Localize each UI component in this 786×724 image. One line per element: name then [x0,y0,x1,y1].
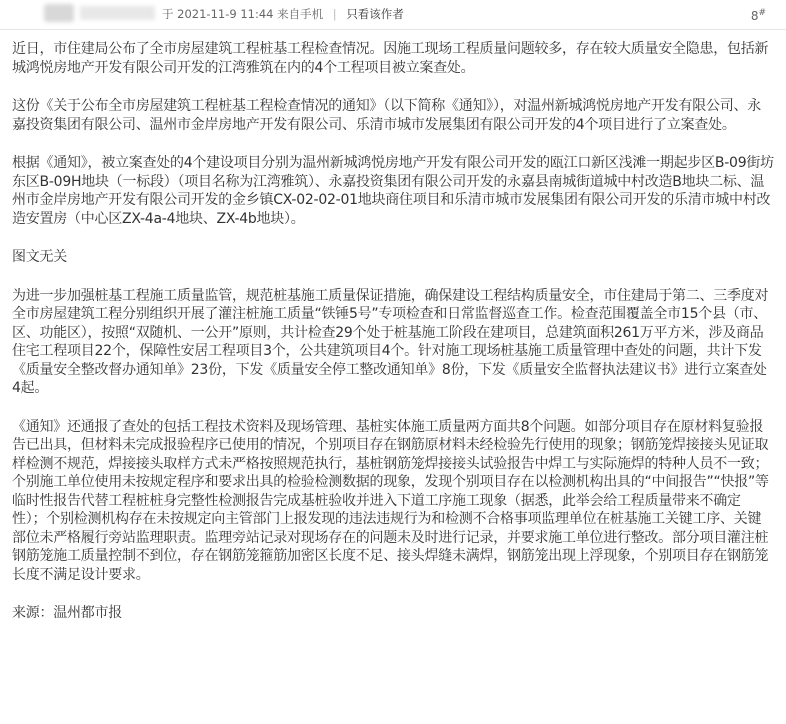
post-datetime: 2021-11-9 11:44 [177,7,274,21]
floor-value: 8 [750,9,759,23]
post-source: 来自手机 [277,7,324,21]
post-meta [162,6,404,22]
blurred-username [80,6,155,20]
paragraph-image-note: 图文无关 [12,249,67,265]
paragraph-source: 来源：温州都市报 [12,605,122,621]
header-divider [0,29,786,30]
only-author-link[interactable]: 只看该作者 [346,7,404,21]
paragraph-problems: 《通知》还通报了查处的包括工程技术资料及现场管理、基桩实体施工质量两方面共8个问题。如部分项目存在原材料复验报告已出具，但材料未完成报验程序已使用的情况，个别项目存在钢筋原材料未经检验先行使用的现象；钢筋笼焊接接头见证取样检测不规范，焊接接头取样方式未严格按照规范执行，基桩钢筋笼焊接接头试验报告中焊工与实际施焊的特种人员不一致；个别施工单位使用未按规定程序和要求出具的检验检测数据的现象，发现个别项目存在以检测机构出具的“中间报告”“快报”等临时性报告代替工程桩桩身完整性检测报告完成基桩验收并进入下道工序施工现象（据悉，此举会给工程质量带来不确定性）；个别检测机构存在未按规定向主管部门上报发现的违法违规行为和检测不合格事项监理单位在桩基施工关键工序、关键部位未严格履行旁站监理职责。监理旁站记录对现场存在的问题未及时进行记录，并要求施工单位进行整改。部分项目灌注桩钢筋笼施工质量控制不到位，存在钢筋笼箍筋加密区长度不足、接头焊缝未满焊，钢筋笼出现上浮现象，个别项目存在钢筋笼长度不满足设计要求。 [12,418,769,583]
blurred-avatar [44,4,74,22]
floor-number[interactable] [751,8,766,23]
post-meta-bar [0,0,786,28]
meta-prefix: 于 [162,7,174,21]
paragraph-notice: 这份《关于公布全市房屋建筑工程桩基工程检查情况的通知》（以下简称《通知》），对温州新城鸿悦房地产开发有限公司、永嘉投资集团有限公司、温州市金岸房地产开发有限公司、乐清市城市发展集团有限公司开发的4个项目进行了立案查处。 [12,98,761,133]
paragraph-projects: 根据《通知》，被立案查处的4个建设项目分别为温州新城鸿悦房地产开发有限公司开发的瓯江口新区浅滩一期起步区B-09街坊东区B-09H地块（一标段）（项目名称为江湾雅筑）、永嘉投资集团有限公司开发的永嘉县南城街道城中村改造B地块二标、温州市金岸房地产开发有限公司开发的金乡镇CX-02-02-01地块商住项目和乐清市城市发展集团有限公司开发的乐清市城中村改造安置房（中心区ZX-4a-4地块、ZX-4b地块）。 [12,155,774,227]
paragraph-intro: 近日，市住建局公布了全市房屋建筑工程桩基工程检查情况。因施工现场工程质量问题较多，存在较大质量安全隐患，包括新城鸿悦房地产开发有限公司开发的江湾雅筑在内的4个工程项目被立案查处。 [12,41,769,76]
meta-separator: | [332,7,337,21]
post-body [12,40,774,643]
paragraph-inspection: 为进一步加强桩基工程施工质量监管，规范桩基施工质量保证措施，确保建设工程结构质量安全，市住建局于第二、三季度对全市房屋建筑工程分别组织开展了灌注桩施工质量“铁锤5号”专项检查和日常监督巡查工作。检查范围覆盖全市15个县（市、区、功能区），按照“双随机、一公开”原则，共计检查29个处于桩基施工阶段在建项目，总建筑面积261万平方米，涉及商品住宅工程项目22个，保障性安居工程项目3个，公共建筑项目4个。针对施工现场桩基施工质量管理中查处的问题，共计下发《质量安全整改督办通知单》23份，下发《质量安全停工整改通知单》8份，下发《质量安全监督执法建议书》进行立案查处4起。 [12,287,769,396]
floor-mark: # [758,8,766,18]
